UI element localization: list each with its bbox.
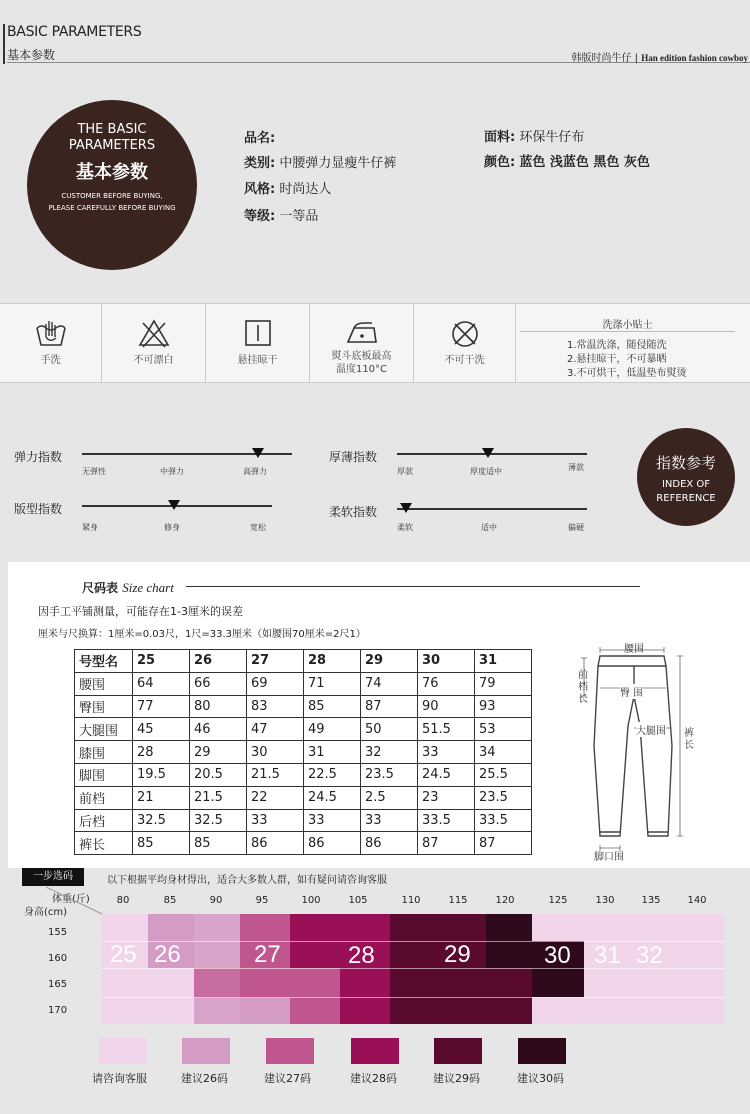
- scale-label: 高弹力: [243, 467, 267, 476]
- header-cell: 31: [475, 650, 532, 673]
- legend-label: 建议29码: [433, 1072, 480, 1085]
- param-value: 一等品: [279, 209, 319, 224]
- grid-block: [194, 968, 240, 998]
- legend-label: 建议28码: [350, 1072, 397, 1085]
- table-cell: 47: [247, 718, 304, 741]
- header-cell: 25: [133, 650, 190, 673]
- table-row: [75, 763, 532, 786]
- wash-tips-divider: [520, 331, 735, 332]
- scale-label: 适中: [481, 523, 497, 532]
- size-chart-title-cn: 尺码表: [82, 581, 119, 595]
- weight-label: 140: [687, 895, 707, 906]
- grid-line: [102, 997, 724, 998]
- table-cell: 33: [304, 809, 361, 832]
- fit-index-title: 版型指数: [14, 502, 63, 516]
- table-cell: 20.5: [190, 763, 247, 786]
- diagram-front-rise-label: 前 档 长: [578, 670, 588, 705]
- table-cell: 74: [361, 672, 418, 695]
- legend-label: 请咨询客服: [92, 1072, 147, 1085]
- table-row: [75, 786, 532, 809]
- scale-label: 宽松: [250, 523, 266, 532]
- size-chart-rule: [186, 586, 640, 587]
- size-number: 28: [348, 942, 375, 969]
- tagline-en: Han edition fashion cowboy: [641, 53, 748, 63]
- badge-title-cn: 基本参数: [76, 162, 148, 183]
- index-badge-cn: 指数参考: [655, 454, 716, 472]
- legend-swatch: [182, 1038, 230, 1064]
- grid-block: [240, 998, 290, 1024]
- table-cell: 24.5: [304, 786, 361, 809]
- scale-label: 修身: [164, 523, 180, 532]
- header-cell: 30: [418, 650, 475, 673]
- scale-label: 薄款: [568, 463, 584, 472]
- table-cell: 32.5: [133, 809, 190, 832]
- table-cell: 87: [361, 695, 418, 718]
- elastic-index-title: 弹力指数: [14, 450, 63, 464]
- table-cell: 32: [361, 741, 418, 764]
- legend-label: 建议30码: [517, 1072, 564, 1085]
- table-cell: 85: [133, 832, 190, 855]
- table-cell: 86: [247, 832, 304, 855]
- weight-label: 105: [348, 895, 368, 906]
- header-cell: 号型名: [75, 650, 133, 673]
- header-accent-bar: [3, 24, 5, 64]
- table-cell: 69: [247, 672, 304, 695]
- header-cell: 26: [190, 650, 247, 673]
- table-cell: 77: [133, 695, 190, 718]
- weight-row: [0, 895, 750, 909]
- size-number: 30: [544, 942, 571, 969]
- legend-label: 建议26码: [181, 1072, 228, 1085]
- param-grade: [244, 205, 318, 224]
- quick-size-note: 以下根据平均身材得出，适合大多数人群，如有疑问请咨询客服: [107, 875, 387, 886]
- wash-item: [0, 304, 102, 382]
- param-key: 风格:: [244, 182, 276, 197]
- table-cell: 83: [247, 695, 304, 718]
- size-chart-title-en: Size chart: [122, 580, 174, 595]
- table-cell: 23.5: [475, 786, 532, 809]
- wash-item: [310, 304, 414, 382]
- table-cell: 33: [418, 741, 475, 764]
- table-cell: 87: [418, 832, 475, 855]
- table-cell: 23: [418, 786, 475, 809]
- header-tagline: 韩版时尚牛仔 | Han edition fashion cowboy: [571, 53, 748, 64]
- param-type: [244, 152, 396, 171]
- table-cell: 19.5: [133, 763, 190, 786]
- weight-label: 120: [495, 895, 515, 906]
- size-table-header: [75, 650, 532, 673]
- tagline-cn: 韩版时尚牛仔: [571, 53, 632, 64]
- scale-label: 中弹力: [160, 467, 184, 476]
- index-badge-en: INDEX OF REFERENCE: [656, 479, 716, 504]
- size-recommend-grid: [102, 914, 724, 1024]
- height-axis-label: 身高(cm): [24, 907, 68, 918]
- table-cell: 25.5: [475, 763, 532, 786]
- param-key: 等级:: [244, 209, 276, 224]
- header: [0, 0, 750, 70]
- header-cell: 29: [361, 650, 418, 673]
- grid-block: [290, 968, 340, 1024]
- no-dry-clean-icon: [448, 318, 482, 350]
- table-cell: 21: [133, 786, 190, 809]
- grid-line: [102, 968, 724, 969]
- table-cell: 33: [361, 809, 418, 832]
- table-row: [75, 718, 532, 741]
- scale-label: 柔软: [397, 523, 413, 532]
- size-table: [74, 649, 532, 855]
- table-cell: 24.5: [418, 763, 475, 786]
- size-chart-note: 因手工平铺测量，可能存在1-3厘米的误差: [38, 605, 243, 618]
- table-cell: 85: [190, 832, 247, 855]
- wash-label: 手洗: [40, 355, 61, 366]
- table-cell: 23.5: [361, 763, 418, 786]
- table-cell: 51.5: [418, 718, 475, 741]
- hang-dry-icon: [241, 318, 275, 348]
- weight-label: 80: [116, 895, 130, 906]
- wash-tip: 1.常温洗涤，随侵随洗: [567, 340, 667, 351]
- thickness-index-title: 厚薄指数: [329, 450, 378, 464]
- wash-item: [414, 304, 516, 382]
- elastic-marker: [252, 448, 264, 458]
- diagram-waist-label: 腰围: [624, 644, 644, 655]
- legend-swatch: [351, 1038, 399, 1064]
- table-cell: 49: [304, 718, 361, 741]
- legend-label: 建议27码: [264, 1072, 311, 1085]
- weight-label: 130: [595, 895, 615, 906]
- header-cell: 28: [304, 650, 361, 673]
- size-number: 29: [444, 941, 471, 968]
- size-number: 25: [110, 941, 137, 968]
- table-cell: 33.5: [418, 809, 475, 832]
- badge-title-en: THE BASIC PARAMETERS: [68, 122, 156, 153]
- wash-item: [206, 304, 310, 382]
- iron-icon: [344, 318, 380, 348]
- table-cell: 32.5: [190, 809, 247, 832]
- table-row: [75, 832, 532, 855]
- table-cell: 85: [304, 695, 361, 718]
- param-value: 蓝色 浅蓝色 黑色 灰色: [519, 155, 650, 170]
- weight-label: 85: [163, 895, 177, 906]
- table-cell: 22: [247, 786, 304, 809]
- table-cell: 93: [475, 695, 532, 718]
- legend-swatch: [518, 1038, 566, 1064]
- weight-label: 95: [255, 895, 269, 906]
- table-cell: 31: [304, 741, 361, 764]
- wash-tips-title: 洗涤小贴士: [602, 320, 653, 331]
- grid-block: [486, 968, 532, 1024]
- softness-index-title: 柔软指数: [329, 505, 378, 519]
- scale-label: 厚度适中: [470, 467, 502, 476]
- table-cell: 腰围: [75, 672, 133, 695]
- panel-tab: [8, 562, 14, 588]
- param-value: 环保牛仔布: [519, 130, 585, 145]
- table-cell: 33.5: [475, 809, 532, 832]
- table-cell: 膝围: [75, 741, 133, 764]
- param-value: 时尚达人: [279, 182, 332, 197]
- table-cell: 66: [190, 672, 247, 695]
- table-cell: 臀围: [75, 695, 133, 718]
- hand-wash-icon: [34, 318, 68, 348]
- table-row: [75, 809, 532, 832]
- badge-subtitle: CUSTOMER BEFORE BUYING, PLEASE CAREFULLY BEFORE BUYING: [48, 192, 176, 212]
- softness-marker: [400, 503, 412, 513]
- legend-swatch: [266, 1038, 314, 1064]
- wash-label: 熨斗底板最高 温度110°C: [331, 351, 392, 375]
- diagram-hem-label: 脚口围: [594, 852, 624, 863]
- table-row: [75, 741, 532, 764]
- table-cell: 80: [190, 695, 247, 718]
- header-title-cn: 基本参数: [7, 48, 56, 62]
- softness-scale: [397, 508, 587, 510]
- wash-label: 悬挂晾干: [237, 355, 278, 366]
- size-number: 31: [594, 942, 621, 969]
- table-row: [75, 695, 532, 718]
- table-cell: 46: [190, 718, 247, 741]
- table-cell: 裤长: [75, 832, 133, 855]
- table-cell: 86: [304, 832, 361, 855]
- table-cell: 30: [247, 741, 304, 764]
- table-cell: 71: [304, 672, 361, 695]
- size-number: 32: [636, 942, 663, 969]
- no-bleach-icon: [137, 318, 171, 348]
- table-cell: 21.5: [190, 786, 247, 809]
- weight-label: 125: [548, 895, 568, 906]
- size-chart-title: [82, 579, 174, 596]
- scale-label: 偏硬: [568, 523, 584, 532]
- quick-size-tag: 一步选码: [22, 868, 84, 886]
- table-cell: 大腿围: [75, 718, 133, 741]
- table-cell: 86: [361, 832, 418, 855]
- weight-label: 115: [448, 895, 468, 906]
- thickness-marker: [482, 448, 494, 458]
- table-cell: 87: [475, 832, 532, 855]
- height-label: 160: [48, 953, 68, 964]
- height-label: 155: [48, 927, 68, 938]
- wash-tip: 3.不可烘干，低温垫布熨烫: [567, 368, 687, 379]
- wash-item: [102, 304, 206, 382]
- table-cell: 79: [475, 672, 532, 695]
- table-cell: 34: [475, 741, 532, 764]
- grid-block: [390, 914, 436, 1024]
- scale-label: 厚款: [397, 467, 413, 476]
- scale-label: 无弹性: [82, 467, 106, 476]
- param-style: [244, 178, 331, 197]
- diagram-length-label: 裤 长: [684, 728, 694, 751]
- legend-swatch: [434, 1038, 482, 1064]
- wash-label: 不可干洗: [444, 355, 485, 366]
- weight-label: 110: [401, 895, 421, 906]
- wash-label: 不可漂白: [133, 355, 174, 366]
- table-cell: 29: [190, 741, 247, 764]
- table-cell: 后档: [75, 809, 133, 832]
- header-title-en: BASIC PARAMETERS: [7, 24, 142, 40]
- param-fabric: [484, 126, 584, 145]
- param-key: 面料:: [484, 130, 516, 145]
- fit-marker: [168, 500, 180, 510]
- param-key: 品名:: [244, 131, 276, 146]
- legend-swatch: [99, 1038, 147, 1064]
- diagram-thigh-label: 大腿围: [636, 722, 666, 737]
- size-number: 26: [154, 941, 181, 968]
- param-value: 中腰弹力显瘦牛仔裤: [279, 156, 397, 171]
- param-key: 颜色:: [484, 155, 516, 170]
- weight-axis-label: 体重(斤): [52, 894, 90, 905]
- weight-label: 90: [209, 895, 223, 906]
- weight-label: 135: [641, 895, 661, 906]
- table-cell: 53: [475, 718, 532, 741]
- weight-label: 100: [301, 895, 321, 906]
- table-cell: 64: [133, 672, 190, 695]
- diagram-hip-label: 臀 围: [620, 684, 643, 699]
- grid-block: [436, 914, 486, 1024]
- table-cell: 33: [247, 809, 304, 832]
- header-cell: 27: [247, 650, 304, 673]
- param-key: 类别:: [244, 156, 276, 171]
- param-name: [244, 127, 275, 146]
- scale-label: 紧身: [82, 523, 98, 532]
- table-cell: 21.5: [247, 763, 304, 786]
- table-cell: 28: [133, 741, 190, 764]
- table-cell: 50: [361, 718, 418, 741]
- table-cell: 22.5: [304, 763, 361, 786]
- table-row: [75, 672, 532, 695]
- basic-params-badge: [27, 100, 197, 270]
- height-label: 170: [48, 1005, 68, 1016]
- table-cell: 2.5: [361, 786, 418, 809]
- table-cell: 90: [418, 695, 475, 718]
- wash-care-panel: [0, 303, 750, 383]
- height-label: 165: [48, 979, 68, 990]
- index-reference-badge: [637, 428, 735, 526]
- grid-line: [102, 941, 724, 942]
- size-chart-conversion: 厘米与尺换算：1厘米=0.03尺，1尺=33.3厘米（如腰围70厘米=2尺1）: [38, 629, 366, 640]
- table-cell: 前档: [75, 786, 133, 809]
- table-cell: 76: [418, 672, 475, 695]
- size-number: 27: [254, 941, 281, 968]
- table-cell: 脚围: [75, 763, 133, 786]
- wash-tip: 2.悬挂晾干，不可暴晒: [567, 354, 667, 365]
- param-color: [484, 151, 650, 170]
- table-cell: 45: [133, 718, 190, 741]
